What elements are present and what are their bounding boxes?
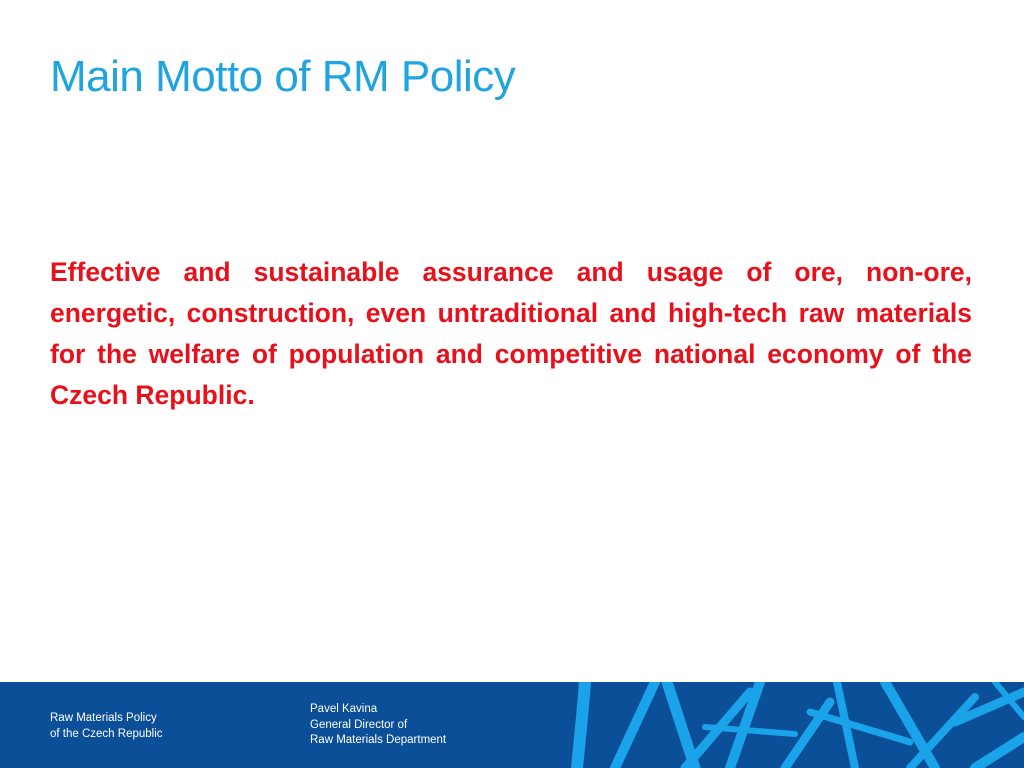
footer-author-role: General Director of <box>310 718 408 731</box>
footer-policy-line-1: Raw Materials Policy <box>50 712 157 724</box>
footer-bar <box>0 682 1024 768</box>
footer-policy-name <box>50 710 163 742</box>
footer-author <box>310 702 446 749</box>
footer-policy-line-2: of the Czech Republic <box>50 728 163 740</box>
footer-author-name: Pavel Kavina <box>310 703 378 715</box>
footer-network-graphic <box>555 682 1024 768</box>
motto-text: Effective and sustainable assurance and usage of ore, non-ore, energetic, construction, even untraditional and high-tech raw materials for the welfare of population and competitive national economy of the Czech Republic. <box>50 257 972 410</box>
slide-title: Main Motto of RM Policy <box>50 52 516 101</box>
footer-author-department: Raw Materials Department <box>310 734 447 746</box>
